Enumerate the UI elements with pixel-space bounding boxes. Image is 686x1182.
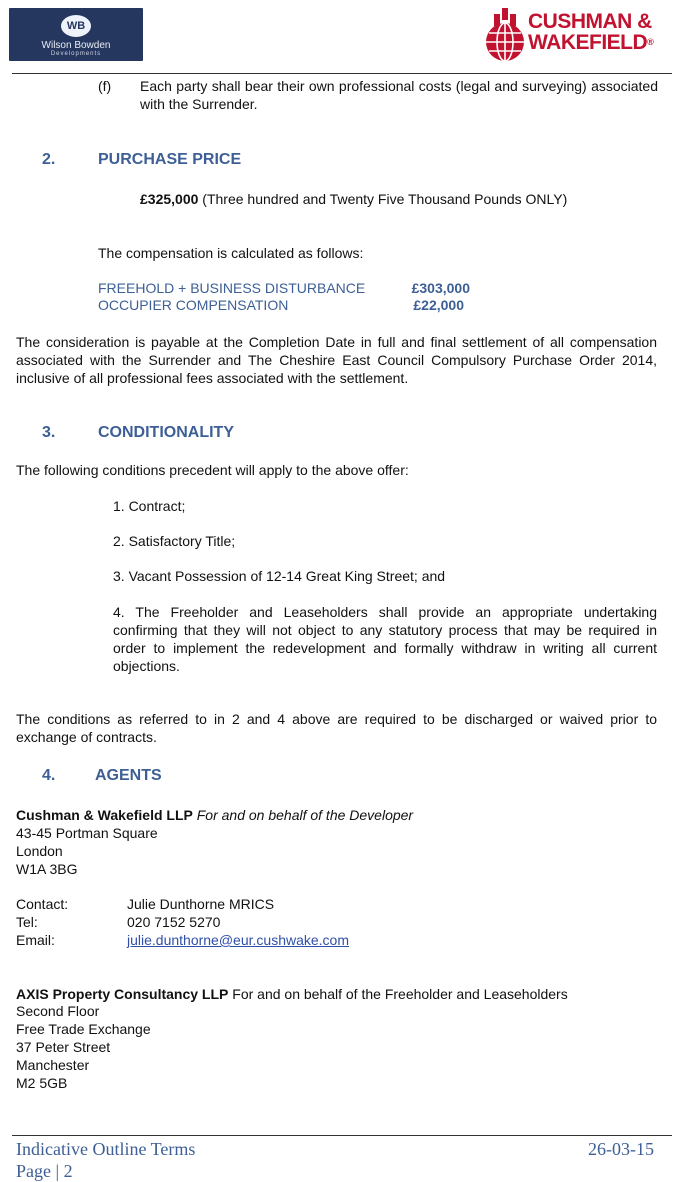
condition-item: 3. Vacant Possession of 12-14 Great King Street; and <box>113 568 446 584</box>
agent-1-address-line: W1A 3BG <box>16 861 78 877</box>
condition-item: 1. Contract; <box>113 498 186 514</box>
wb-logo-name: Wilson Bowden <box>41 40 111 51</box>
purchase-price: £325,000 (Three hundred and Twenty Five Thousand Pounds ONLY) <box>140 191 568 207</box>
wb-logo-sub: Developments <box>50 51 102 57</box>
cushman-wakefield-logo <box>528 11 653 53</box>
header-rule <box>12 73 672 74</box>
cw-logo-line1: CUSHMAN & <box>528 10 652 33</box>
agent-1-address-line: 43-45 Portman Square <box>16 825 158 841</box>
conditions-closing: The conditions as referred to in 2 and 4 above are required to be discharged or waived prior to exchange of contracts. <box>16 711 657 745</box>
section-2-number: 2. <box>42 151 56 168</box>
compensation-row-label: OCCUPIER COMPENSATION <box>98 297 289 313</box>
section-2-title: PURCHASE PRICE <box>98 151 242 168</box>
cw-logo-line2: WAKEFIELD® <box>528 31 654 54</box>
compensation-row-amount: £303,000 <box>411 280 470 296</box>
agent-2-address-line: M2 5GB <box>16 1075 68 1091</box>
cushman-wakefield-globe-icon <box>484 8 526 62</box>
wilson-bowden-logo <box>9 8 143 61</box>
tel-label: Tel: <box>16 914 38 930</box>
clause-f-label: (f) <box>98 78 112 94</box>
footer-date: 26-03-15 <box>588 1139 654 1159</box>
condition-item: 4. The Freeholder and Leaseholders shall provide an appropriate undertaking confirming that they will not object to any statutory process that may be required in order to implement the redevelopment and formally withdraw in writing all current objections. <box>113 604 657 674</box>
clause-f-text: Each party shall bear their own professional costs (legal and surveying) associated with the Surrender. <box>140 78 658 112</box>
section-4-title: AGENTS <box>95 767 162 784</box>
consideration-paragraph: The consideration is payable at the Completion Date in full and final settlement of all compensation associated with the Surrender and The Cheshire East Council Compulsory Purchase Order 2014, inclusive of all professional fees associated with the settlement. <box>16 334 657 386</box>
agent-1-address-line: London <box>16 843 63 859</box>
tel-value: 020 7152 5270 <box>127 914 221 930</box>
footer-title: Indicative Outline Terms <box>16 1139 196 1159</box>
agent-1-heading: Cushman & Wakefield LLP For and on behalf of the Developer <box>16 807 414 823</box>
agent-2-address-line: Second Floor <box>16 1003 100 1019</box>
contact-label: Contact: <box>16 896 69 912</box>
section-3-number: 3. <box>42 424 56 441</box>
compensation-row-label: FREEHOLD + BUSINESS DISTURBANCE <box>98 280 366 296</box>
page-number: Page | 2 <box>16 1161 73 1181</box>
email-label: Email: <box>16 932 55 948</box>
agent-2-heading: AXIS Property Consultancy LLP For and on behalf of the Freeholder and Leaseholders <box>16 986 568 1002</box>
condition-item: 2. Satisfactory Title; <box>113 533 236 549</box>
email-link[interactable]: julie.dunthorne@eur.cushwake.com <box>127 932 350 948</box>
agent-2-address-line: Manchester <box>16 1057 90 1073</box>
footer-rule <box>12 1135 672 1136</box>
agent-2-address-line: Free Trade Exchange <box>16 1021 151 1037</box>
wb-logo-mark: WB <box>61 15 91 37</box>
conditions-intro: The following conditions precedent will apply to the above offer: <box>16 462 409 478</box>
agent-2-address-line: 37 Peter Street <box>16 1039 111 1055</box>
contact-value: Julie Dunthorne MRICS <box>127 896 275 912</box>
compensation-intro: The compensation is calculated as follows: <box>98 245 364 261</box>
compensation-row-amount: £22,000 <box>413 297 464 313</box>
section-3-title: CONDITIONALITY <box>98 424 234 441</box>
section-4-number: 4. <box>42 767 56 784</box>
